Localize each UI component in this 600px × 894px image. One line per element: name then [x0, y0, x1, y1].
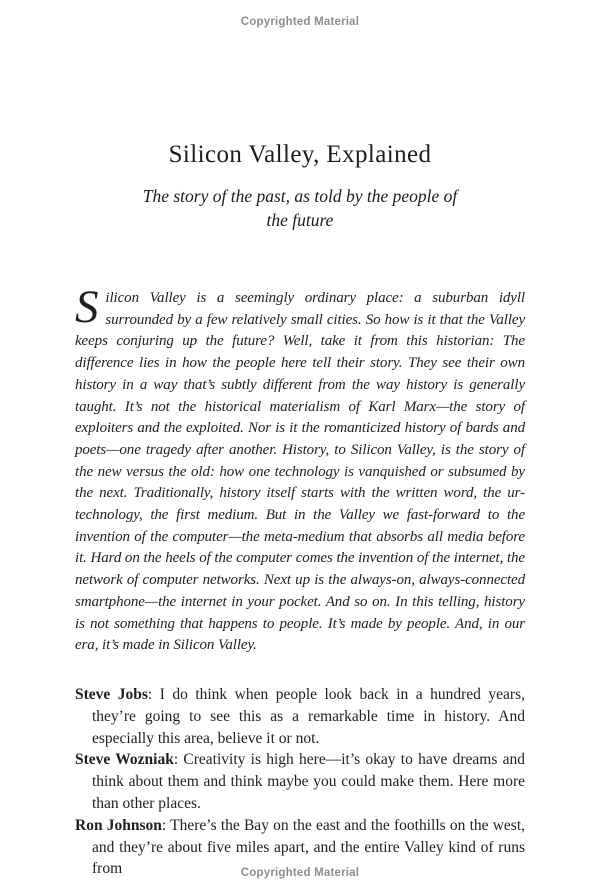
quote-entry-steve-jobs: [75, 684, 525, 749]
quote-text: Creativity is high here—it’s okay to have dreams and think about them and think maybe you could make them. Here more than other places.: [92, 751, 525, 812]
quote-entry-steve-wozniak: [75, 749, 525, 814]
quote-separator: :: [147, 685, 160, 703]
quote-speaker: Steve Wozniak: [75, 751, 174, 769]
intro-paragraph: [75, 281, 525, 657]
chapter-subtitle: The story of the past, as told by the people of the future: [142, 186, 458, 230]
intro-text: ilicon Valley is a seemingly ordinary place: a suburban idyll surrounded by a few relatively small cities. So how is it that the Valley keeps conjuring up the future? Well, take it from this historian: The difference lies in how the people here tell their story. They see their own history in a way that’s subtly different from the way history is generally taught. It’s not the historical materialism of Karl Marx—the story of exploiters and the exploited. Nor is it the romanticized history of bards and poets—one tragedy after another. History, to Silicon Valley, is the story of the new versus the old: how one technology is vanquished or subsumed by the next. Traditionally, history itself starts with the written word, the ur-technology, the first medium. But in the Valley we fast-forward to the invention of the computer—the meta-medium that absorbs all media before it. Hard on the heels of the computer comes the invention of the internet, the network of computer networks. Next up is the always-on, always-connected smartphone—the internet in your pocket. And so on. In this telling, history is not something that happens to people. It’s made by people. And, in our era, it’s made in Silicon Valley.: [75, 290, 525, 654]
drop-cap: S: [75, 281, 99, 333]
quote-separator: :: [161, 816, 171, 834]
quote-speaker: Steve Jobs: [75, 685, 148, 703]
copyright-watermark-bottom: Copyrighted Material: [240, 867, 360, 879]
copyright-watermark-top: Copyrighted Material: [240, 16, 360, 28]
quote-speaker: Ron Johnson: [75, 816, 162, 834]
chapter-title: Silicon Valley, Explained: [168, 141, 432, 168]
quote-separator: :: [173, 751, 184, 769]
quote-text: There’s the Bay on the east and the foothills on the west, and they’re about five miles apart, and the entire Valley kind of runs from: [92, 816, 525, 878]
quotes-section: [75, 684, 525, 880]
quote-text: I do think when people look back in a hundred years, they’re going to see this as a remarkable time in history. And especially this area, believe it or not.: [92, 685, 525, 747]
